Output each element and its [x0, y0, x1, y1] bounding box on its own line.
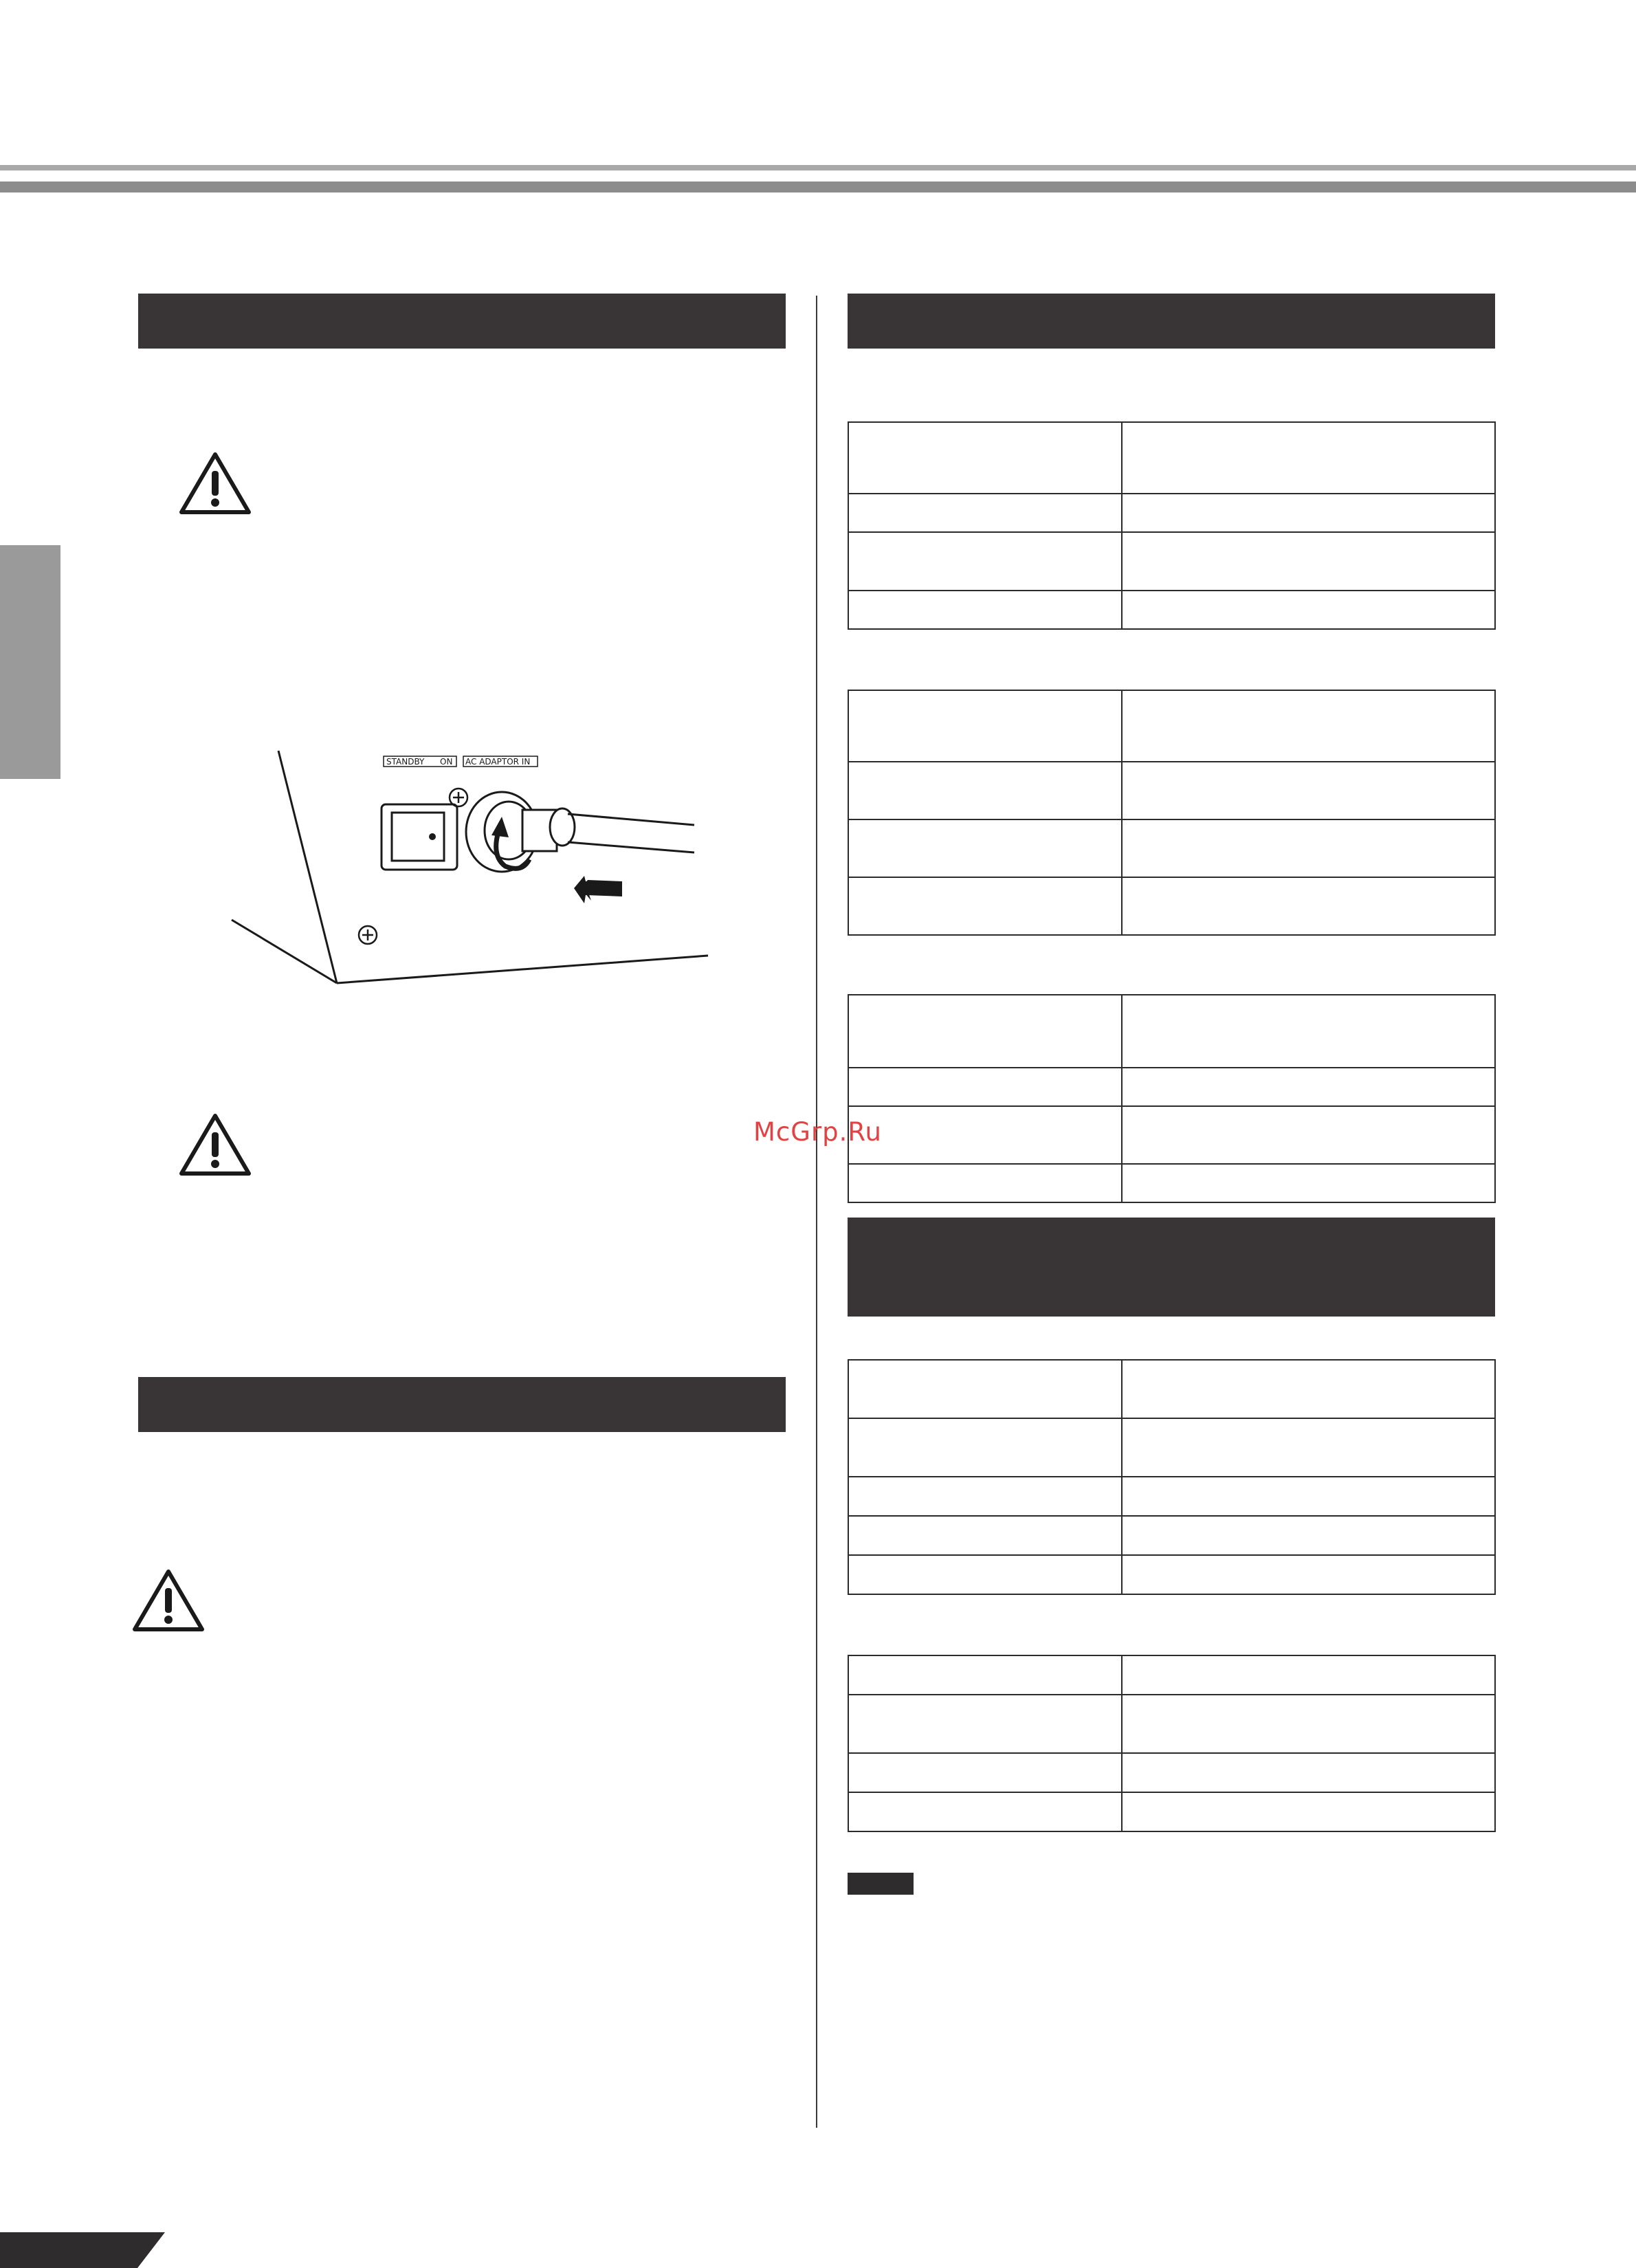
- spec-table-5: [848, 1655, 1496, 1832]
- table-row: [848, 877, 1495, 935]
- header-rule-thin: [0, 165, 1636, 170]
- spec-table-1: [848, 421, 1496, 630]
- table-row: [848, 1555, 1495, 1594]
- rear-panel-illustration: [227, 736, 722, 997]
- ac-adaptor-label: AC ADAPTOR IN: [465, 757, 531, 767]
- on-label: ON: [440, 757, 453, 767]
- spec-table-4: [848, 1359, 1496, 1595]
- table-row: [848, 995, 1495, 1068]
- table-row: [848, 1164, 1495, 1202]
- section-heading-bar-4: [848, 1218, 1495, 1317]
- table-row: [848, 1792, 1495, 1831]
- note-tag: [848, 1873, 914, 1895]
- table-row: [848, 494, 1495, 532]
- table-row: [848, 690, 1495, 762]
- table-row: [848, 819, 1495, 877]
- table-row: [848, 1068, 1495, 1106]
- table-row: [848, 1418, 1495, 1477]
- table-row: [848, 1655, 1495, 1695]
- column-divider: [816, 296, 817, 2128]
- table-row: [848, 1516, 1495, 1555]
- side-chapter-tab: [0, 545, 60, 779]
- standby-label: STANDBY: [386, 757, 425, 767]
- table-row: [848, 1360, 1495, 1418]
- table-row: [848, 591, 1495, 629]
- table-row: [848, 422, 1495, 494]
- warning-triangle-icon: [131, 1567, 206, 1633]
- watermark: McGrp.Ru: [753, 1117, 882, 1147]
- spec-table-3: [848, 994, 1496, 1203]
- table-row: [848, 1106, 1495, 1164]
- section-heading-bar-1: [138, 294, 786, 349]
- warning-triangle-icon: [178, 1112, 252, 1178]
- section-heading-bar-3: [848, 294, 1495, 349]
- table-row: [848, 762, 1495, 819]
- footer-page-tab: [0, 2232, 165, 2268]
- table-row: [848, 1753, 1495, 1792]
- spec-table-2: [848, 690, 1496, 936]
- table-row: [848, 1477, 1495, 1516]
- table-row: [848, 532, 1495, 591]
- header-rule-thick: [0, 181, 1636, 192]
- section-heading-bar-2: [138, 1377, 786, 1432]
- table-row: [848, 1695, 1495, 1753]
- warning-triangle-icon: [178, 450, 252, 516]
